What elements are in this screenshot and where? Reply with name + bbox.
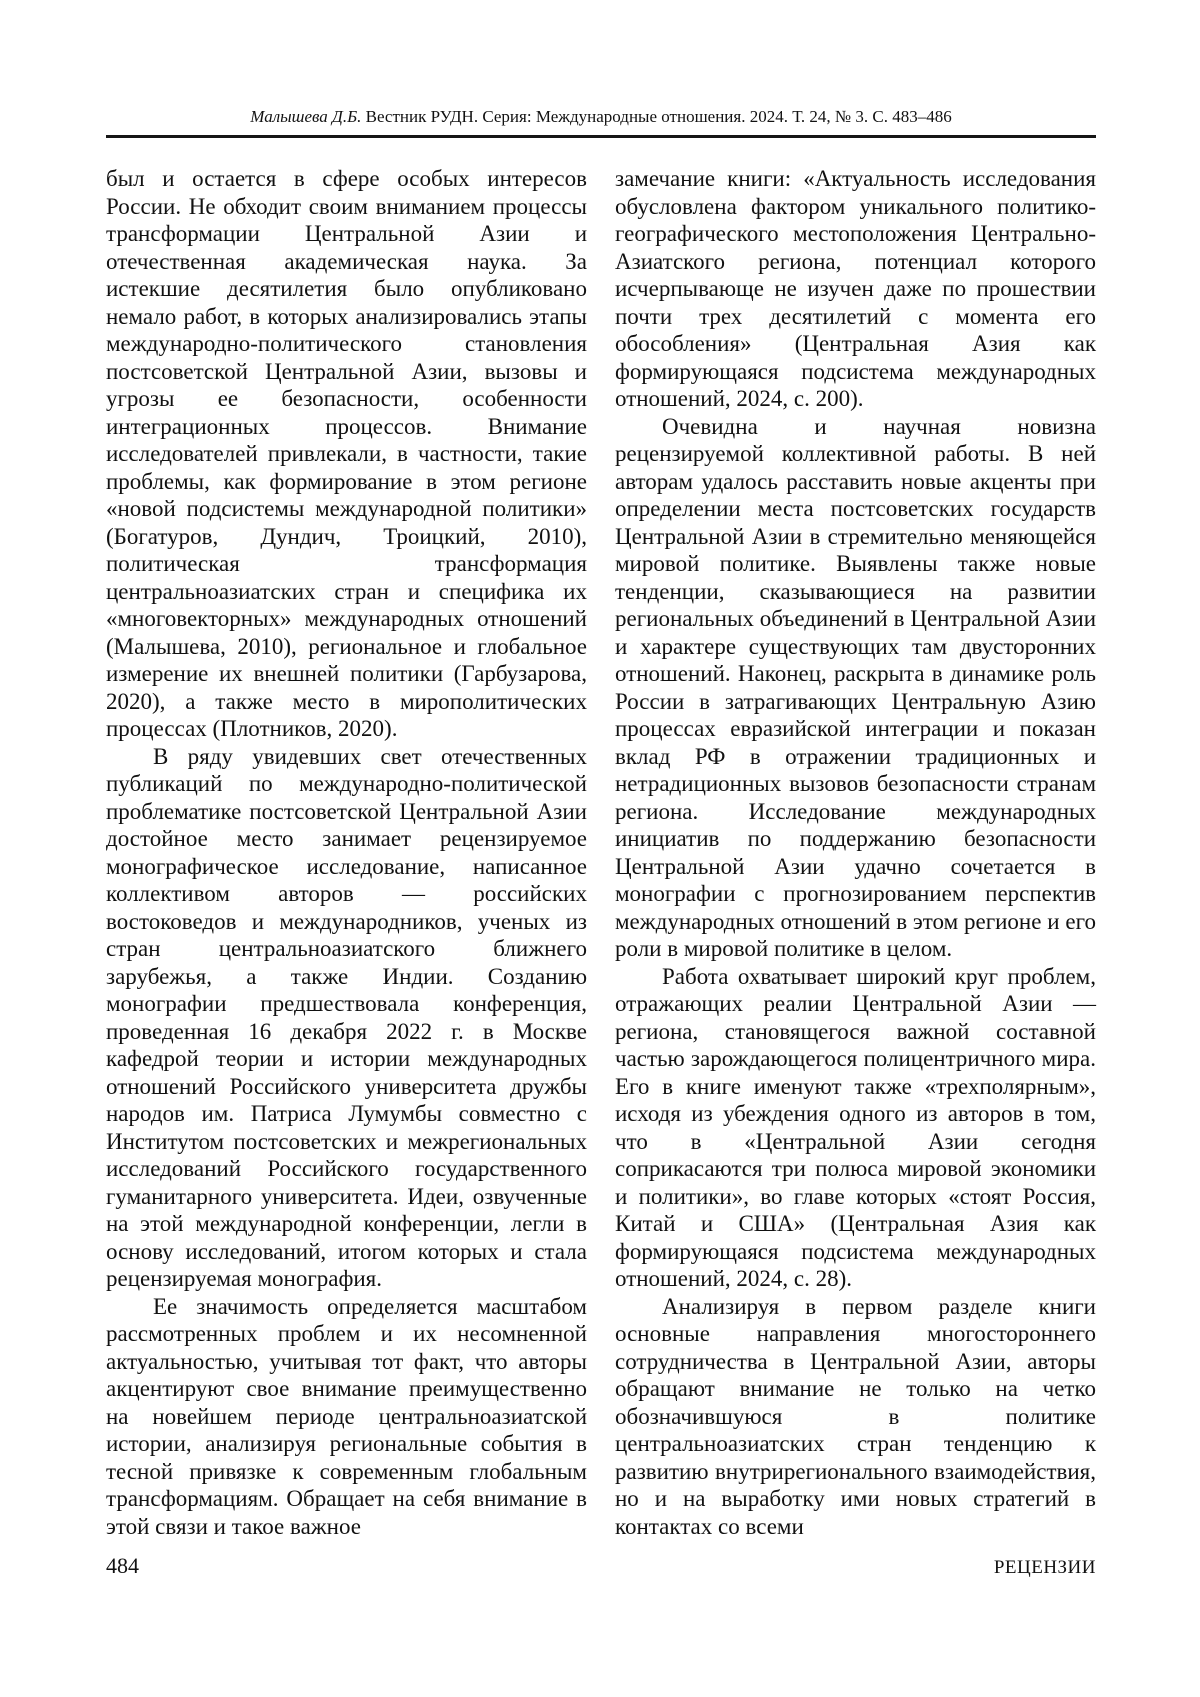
header-author: Малышева Д.Б. [250, 107, 362, 126]
paragraph: Работа охватывает широкий круг проблем, отражающих реалии Центральной Азии — региона, становящегося важной составной частью зарождающегося полицентричного мира. Его в книге именуют также «трехполярным», исходя из убеждения одного из авторов в том, что в «Центральной Азии сегодня соприкасаются три полюса мировой экономики и политики», во главе которых «стоят Россия, Китай и США» (Центральная Азия как формирующаяся подсистема международных отношений, 2024, с. 28). [615, 963, 1096, 1291]
paragraph: Ее значимость определяется масштабом рассмотренных проблем и их несомненной актуальностью, учитывая тот факт, что авторы акцентируют свое внимание преимущественно на новейшем периоде центральноазиатской истории, анализируя региональные события в тесной привязке к современным глобальным трансформациям. Обращает на себя внимание в этой связи и такое важное [106, 1293, 587, 1539]
paragraph: В ряду увидевших свет отечественных публикаций по международно-политической проблематике постсоветской Центральной Азии достойное место занимает рецензируемое монографическое исследование, написанное коллективом авторов — российских востоковедов и международников, ученых из стран центральноазиатского ближнего зарубежья, а также Индии. Созданию монографии предшествовала конференция, проведенная 16 декабря 2022 г. в Москве кафедрой теории и истории международных отношений Российского университета дружбы народов им. Патриса Лумумбы совместно с Институтом постсоветских и межрегиональных исследований Российского государственного гуманитарного университета. Идеи, озвученные на этой международной конференции, легли в основу исследований, итогом которых и стала рецензируемая монография. [106, 743, 587, 1291]
section-title: РЕЦЕНЗИИ [993, 1557, 1096, 1578]
paragraph: Анализируя в первом разделе книги основные направления многостороннего сотрудничества в Центральной Азии, авторы обращают внимание не только на четко обозначившуюся в политике центральноазиатских стран тенденцию к развитию внутрирегионального взаимодействия, но и на выработку ими новых стратегий в контактах со всеми [615, 1293, 1096, 1539]
header-citation: Вестник РУДН. Серия: Международные отношения. 2024. Т. 24, № 3. С. 483–486 [361, 107, 952, 126]
page-number: 484 [106, 1553, 139, 1578]
column-right [615, 165, 1096, 1540]
header-citation-line [106, 106, 1096, 128]
running-footer [106, 1553, 1096, 1579]
article-body [106, 165, 1096, 1540]
header-rule [106, 135, 1096, 138]
running-header [106, 106, 1096, 138]
paragraph-continuation: был и остается в сфере особых интересов России. Не обходит своим вниманием процессы трансформации Центральной Азии и отечественная академическая наука. За истекшие десятилетия было опубликовано немало работ, в которых анализировались этапы международно-политического становления постсоветской Центральной Азии, вызовы и угрозы ее безопасности, особенности интеграционных процессов. Внимание исследователей привлекали, в частности, такие проблемы, как формирование в этом регионе «новой подсистемы международной политики» (Богатуров, Дундич, Троицкий, 2010), политическая трансформация центральноазиатских стран и специфика их «многовекторных» международных отношений (Малышева, 2010), региональное и глобальное измерение их внешней политики (Гарбузарова, 2020), а также место в мирополитических процессах (Плотников, 2020). [106, 166, 587, 741]
column-left [106, 165, 587, 1540]
paragraph: Очевидна и научная новизна рецензируемой коллективной работы. В ней авторам удалось расставить новые акценты при определении места постсоветских государств Центральной Азии в стремительно меняющейся мировой политике. Выявлены также новые тенденции, сказывающиеся на развитии региональных объединений в Центральной Азии и характере существующих там двусторонних отношений. Наконец, раскрыта в динамике роль России в затрагивающих Центральную Азию процессах евразийской интеграции и показан вклад РФ в отражении традиционных и нетрадиционных вызовов безопасности странам региона. Исследование международных инициатив по поддержанию безопасности Центральной Азии удачно сочетается в монографии с прогнозированием перспектив международных отношений в этом регионе и его роли в мировой политике в целом. [615, 413, 1096, 961]
paragraph-continuation: замечание книги: «Актуальность исследования обусловлена фактором уникального политико-географического местоположения Центрально-Азиатского региона, потенциал которого исчерпывающе не изучен даже по прошествии почти трех десятилетий с момента его обособления» (Центральная Азия как формирующаяся подсистема международных отношений, 2024, с. 200). [615, 166, 1096, 411]
